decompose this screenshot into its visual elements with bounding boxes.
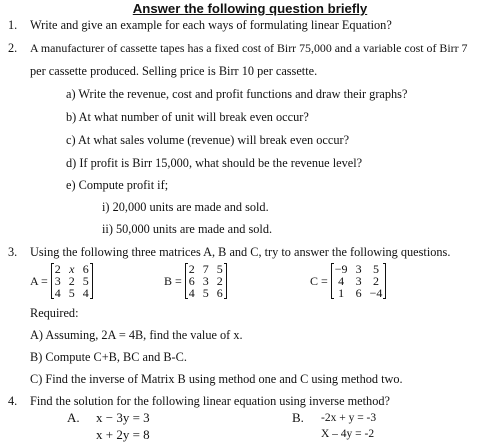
q4-system-b-label: B. — [292, 410, 304, 425]
q3-text: Using the following three matrices A, B and C, try to answer the following questions. — [30, 245, 451, 259]
matrix-cell: 3 — [355, 274, 362, 288]
matrix-cell: 2 — [372, 274, 379, 288]
q3-part-c: C) Find the inverse of Matrix B using method one and C using method two. — [30, 372, 403, 386]
q4-system-b-eq2: X – 4y = -2 — [321, 428, 375, 440]
matrix-cell: 2 — [188, 262, 195, 276]
q4-number: 4. — [8, 394, 18, 408]
matrix-cell: 5 — [202, 286, 209, 300]
matrix-cell: 2 — [216, 274, 223, 288]
matrix-cell: 1 — [338, 286, 345, 300]
matrix-a-label: A = — [30, 273, 48, 288]
q4-system-a-eq1: x − 3y = 3 — [96, 410, 150, 425]
q2-line2: per cassette produced. Selling price is Birr 10 per cassette. — [30, 64, 318, 78]
q4-system-a-label: A. — [67, 410, 80, 425]
q1-text: Write and give an example for each ways of formulating linear Equation? — [30, 18, 392, 32]
matrix-cell: 5 — [82, 274, 89, 288]
matrix-cell: 6 — [216, 286, 223, 300]
q4-system-b-eq1: -2x + y = -3 — [321, 412, 377, 424]
q2-item-a: a) Write the revenue, cost and profit functions and draw their graphs? — [66, 87, 408, 101]
q2-line1: A manufacturer of cassette tapes has a fixed cost of Birr 75,000 and a variable cost of Birr 7 — [30, 41, 468, 55]
matrix-cell: 6 — [355, 286, 362, 300]
q2-item-e-ii: ii) 50,000 units are made and sold. — [102, 222, 273, 236]
matrix-cell: 4 — [82, 286, 89, 300]
q2-item-d: d) If profit is Birr 15,000, what should be the revenue level? — [66, 156, 363, 170]
q3-required: Required: — [30, 306, 79, 320]
matrix-b-label: B = — [164, 273, 182, 288]
matrix-cell: 3 — [54, 274, 61, 288]
matrix-cell: 6 — [188, 274, 195, 288]
q1-number: 1. — [8, 18, 18, 32]
matrix-cell: −4 — [369, 286, 383, 300]
matrix-cell: 5 — [372, 262, 379, 276]
matrix-cell: 4 — [188, 286, 195, 300]
q2-item-c: c) At what sales volume (revenue) will break even occur? — [66, 133, 350, 147]
q3-part-a: A) Assuming, 2A = 4B, find the value of x. — [30, 328, 243, 342]
page-title: Answer the following question briefly — [132, 1, 368, 16]
matrix-cell: 2 — [54, 262, 61, 276]
matrix-b — [164, 263, 227, 299]
q2-item-b: b) At what number of unit will break even occur? — [66, 110, 309, 124]
matrix-cell: 5 — [68, 286, 75, 300]
matrix-cell: −9 — [334, 262, 348, 276]
matrix-cell: 5 — [216, 262, 223, 276]
matrix-cell: x — [69, 262, 75, 276]
matrix-cell: 4 — [54, 286, 61, 300]
q2-item-e-i: i) 20,000 units are made and sold. — [102, 200, 269, 214]
matrix-cell: 4 — [338, 274, 345, 288]
matrix-a — [30, 263, 93, 299]
q3-number: 3. — [8, 245, 18, 259]
q2-item-e: e) Compute profit if; — [66, 178, 169, 192]
matrix-cell: 3 — [355, 262, 362, 276]
q4-system-a-eq2: x + 2y = 8 — [96, 427, 150, 442]
matrix-cell: 6 — [82, 262, 89, 276]
matrix-cell: 2 — [68, 274, 75, 288]
q3-part-b: B) Compute C+B, BC and B-C. — [30, 350, 187, 364]
matrix-c-label: C = — [310, 273, 328, 288]
matrix-cell: 7 — [202, 262, 209, 276]
q2-number: 2. — [8, 41, 18, 55]
matrix-c — [310, 263, 386, 299]
q4-text: Find the solution for the following linear equation using inverse method? — [30, 394, 390, 408]
matrix-cell: 3 — [202, 274, 209, 288]
